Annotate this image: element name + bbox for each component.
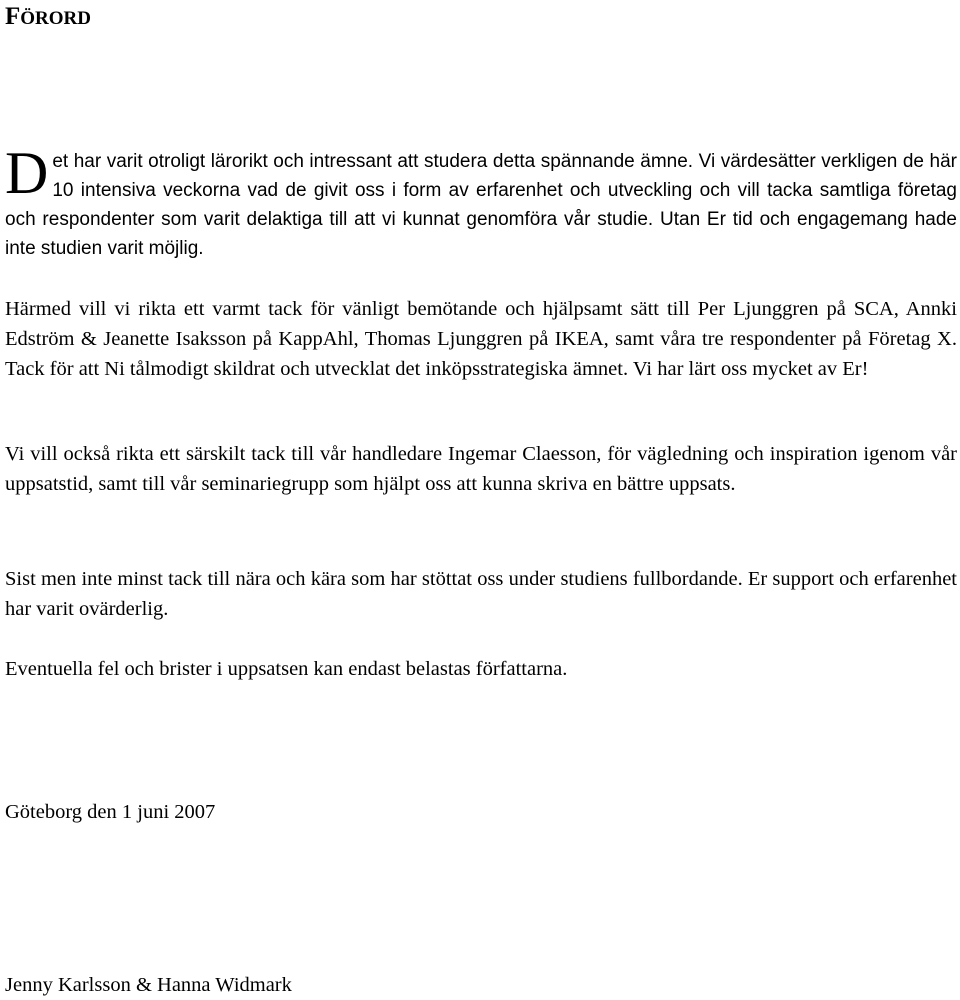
disclaimer-paragraph: Eventuella fel och brister i uppsatsen kan endast belastas författarna. [5,658,568,680]
page-title-rest: ÖRORD [20,8,92,29]
document-page [5,0,957,1000]
author-names: Jenny Karlsson & Hanna Widmark [5,974,292,996]
thanks-supervisor-paragraph: Vi vill också rikta ett särskilt tack till vår handledare Ingemar Claesson, för vägledning och inspiration igenom vår uppsatstid, samt till vår seminariegrupp som hjälpt oss att kunna skriva en bättre uppsats. [5,443,957,495]
drop-cap: D [5,140,49,206]
intro-paragraph-text: et har varit otroligt lärorikt och intressant att studera detta spännande ämne. Vi värdesätter verkligen de här 10 intensiva veckorna vad de givit oss i form av erfarenhet och utveckling och vill tacka samtliga företag och respondenter som varit delaktiga till att vi kunnat genomföra vår studie. Utan Er tid och engagemang hade inte studien varit möjlig. [5,151,957,259]
thanks-family-paragraph: Sist men inte minst tack till nära och kära som har stöttat oss under studiens fullbordande. Er support och erfarenhet har varit ovärderlig. [5,568,957,620]
intro-paragraph [5,140,957,263]
page-title-first-letter: F [5,3,21,30]
place-and-date: Göteborg den 1 juni 2007 [5,801,216,823]
thanks-companies-paragraph: Härmed vill vi rikta ett varmt tack för vänligt bemötande och hjälpsamt sätt till Per Ljunggren på SCA, Annki Edström & Jeanette Isaksson på KappAhl, Thomas Ljunggren på IKEA, samt våra tre respondenter på Företag X. Tack för att Ni tålmodigt skildrat och utvecklat det inköpsstrategiska ämnet. Vi har lärt oss mycket av Er! [5,298,957,380]
page-title [5,2,91,34]
